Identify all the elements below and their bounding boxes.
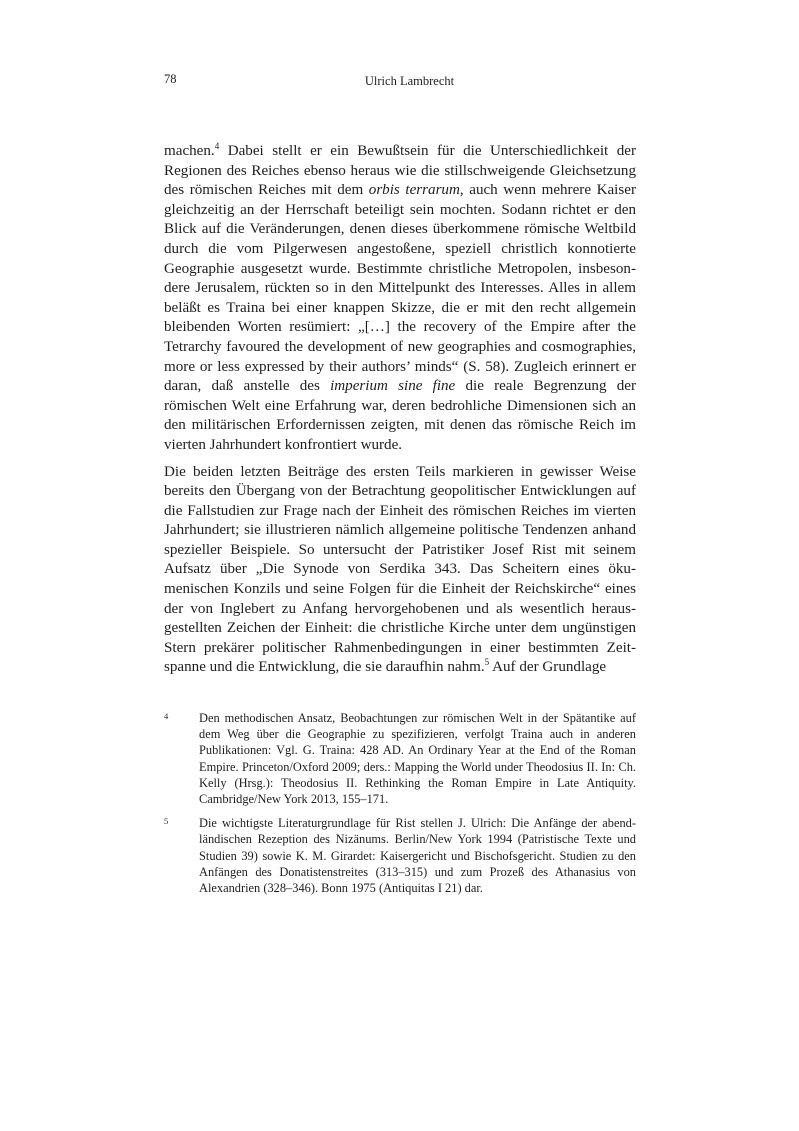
footnotes <box>164 710 636 904</box>
footnote-number: 4 <box>164 711 169 721</box>
running-head: Ulrich Lambrecht <box>364 74 455 88</box>
paragraph: Die beiden letzten Beiträge des ersten Teils markieren in gewisser Weise bereits den Übergang von der Betrachtung geopolitischer Entwicklungen auf die Fallstudien zur Frage nach der Einheit des römischen Reiches im vierten Jahrhundert; sie illustrieren nämlich allgemeine politische Tendenzen anhand spezieller Beispiele. So untersucht der Patristiker Josef Rist mit seinem Aufsatz über „Die Synode von Serdika 343. Das Scheitern eines ökumenischen Konzils und seine Folgen für die Einheit der Reichskirche“ eines der von Inglebert zu Anfang hervorgehobenen und als wesentlich herausgestellten Zeichen der Einheit: die christliche Kirche unter dem ungünstigen Stern prekärer politischer Rahmenbedingungen in einer bestimmten Zeitspanne und die Entwicklung, die sie daraufhin nahm.$^5$ Auf der Grundlage <box>164 463 636 676</box>
paragraph: machen.$^4$ Dabei stellt er ein Bewußtsein für die Unterschiedlichkeit der Regionen des Reiches ebenso heraus wie die stillschweigende Gleichsetzung des römischen Reiches mit dem orbis terrarum, auch wenn mehrere Kaiser gleichzeitig an der Herrschaft beteiligt sein mochten. Sodann richtet er den Blick auf die Veränderungen, denen dieses überkommene römische Weltbild durch die vom Pilgerwesen angestoßene, speziell christlich konnotierte Geographie ausgesetzt wurde. Bestimmte christliche Metropolen, insbesondere Jerusalem, rückten so in den Mittelpunkt des Interesses. Alles in allem beläßt es Traina bei einer knappen Skizze, die er mit den recht allgemein bleibenden Worten resümiert: „[…] the recovery of the Empire after the Tetrarchy favoured the development of new geographies and cosmographies, more or less expressed by their authors’ minds“ (S. 58). Zugleich erinnert er daran, daß anstelle des imperium sine fine die reale Begrenzung der römischen Welt eine Erfahrung war, deren bedrohliche Dimensionen sich an den militärischen Erfordernissen zeigten, mit denen das römische Reich im vierten Jahrhundert konfrontiert wurde. <box>164 140 636 453</box>
footnote-text: Den methodischen Ansatz, Beobachtungen zur römischen Welt in der Spätantike auf dem Weg über die Geographie zu spezifizieren, verfolgt Traina auch in anderen Publikationen: Vgl. G. Traina: 428 AD. An Ordinary Year at the End of the Roman Empire. Princeton/Oxford 2009; ders.: Mapping the World under Theodosius II. In: Ch. Kelly (Hrsg.): Theodosius II. Rethinking the Roman Empire in Late Antiquity. Cambridge/New York 2013, 155–171. <box>199 711 636 807</box>
footnote-ref[interactable]: 4 <box>214 140 220 151</box>
footnote-number: 5 <box>164 816 169 827</box>
body-text <box>164 142 636 678</box>
italic-term: imperium sine fine <box>330 378 456 395</box>
footnote-text: Die wichtigste Literaturgrundlage für Rist stellen J. Ulrich: Die Anfänge der abendländischen Rezeption des Nizänums. Berlin/New York 1994 (Patristische Texte und Studien 39) sowie K. M. Girardet: Kaisergericht und Bischofsgericht. Studien zu den Anfängen des Donatistenstreites (313–315) und zum Prozeß des Athanasius von Alexandrien (328–346). Bonn 1975 (Antiquitas I 21) dar. <box>199 816 636 896</box>
page-number: 78 <box>164 72 177 86</box>
footnote <box>164 815 636 896</box>
italic-term: orbis terrarum <box>368 182 460 199</box>
footnote-ref[interactable]: 5 <box>484 657 490 668</box>
footnote <box>164 710 636 807</box>
